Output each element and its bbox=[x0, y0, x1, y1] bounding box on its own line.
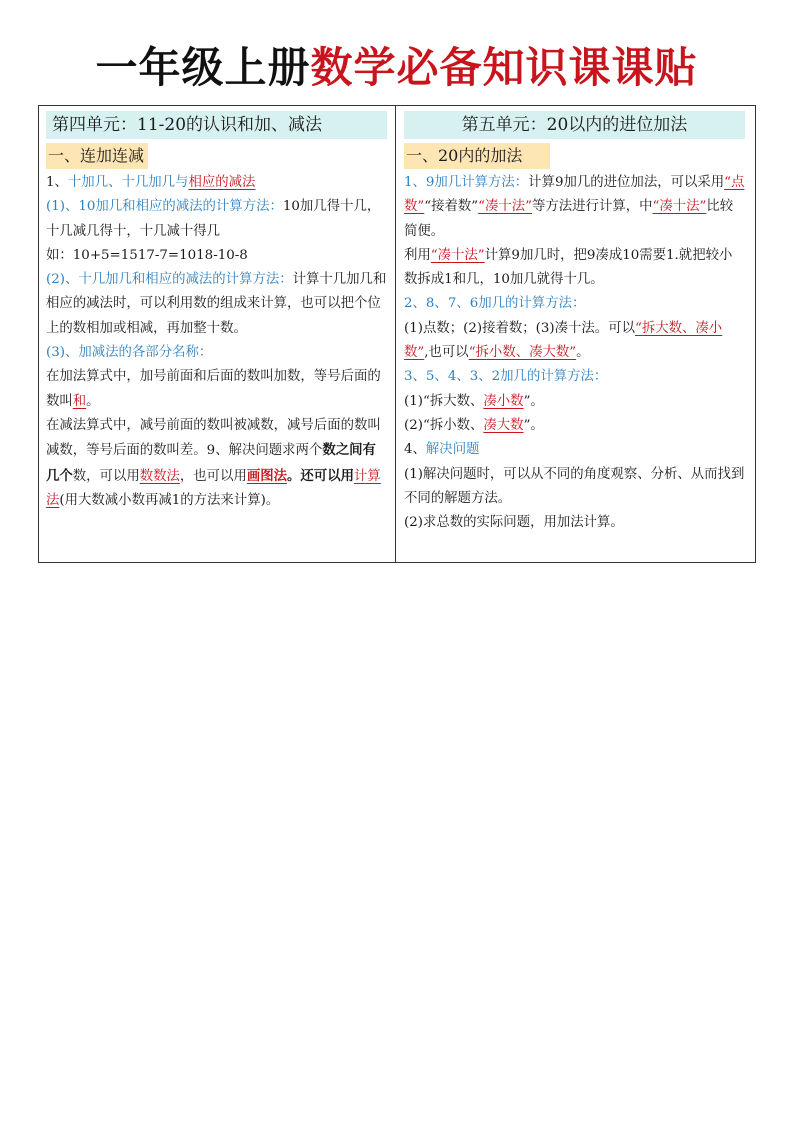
unit5-method-b bbox=[404, 414, 745, 438]
unit5-make-ten bbox=[404, 244, 745, 293]
unit5-point-3 bbox=[404, 365, 745, 389]
bold-term: 。还可以用 bbox=[287, 467, 354, 484]
point-text: (2)求总数的实际问题，用加法计算。 bbox=[404, 515, 624, 531]
title-part-red: 数学必备知识课课贴 bbox=[310, 43, 698, 92]
unit5-title: 第五单元：20以内的进位加法 bbox=[404, 111, 745, 139]
key-term: 和 bbox=[72, 393, 87, 409]
knowledge-table bbox=[38, 105, 756, 563]
point-text: ,也可以 bbox=[424, 345, 469, 361]
title-part-black: 一年级上册 bbox=[95, 43, 311, 92]
point-text: 在减法算式中，减号前面的数叫被减数，减号后面的数叫减数，等号后面的数叫差。9、解决问题求两个 bbox=[46, 417, 381, 459]
key-term: 画图法 bbox=[246, 467, 288, 484]
point-number: 4、 bbox=[404, 442, 426, 458]
key-term: “拆大数、凑小数” bbox=[404, 320, 723, 361]
unit5-point-1 bbox=[404, 171, 745, 244]
key-term: “拆小数、凑大数” bbox=[468, 345, 577, 361]
unit5-methods bbox=[404, 317, 745, 366]
key-term: 相应的减法 bbox=[188, 175, 256, 190]
point-text: (1)“拆大数、 bbox=[404, 393, 484, 409]
key-term: 凑大数 bbox=[483, 417, 524, 433]
point-text: 计算9加几时，把9凑成10需要1.就把较小数拆成1和几，10加几就得十几。 bbox=[404, 247, 733, 288]
unit4-point-1-1 bbox=[46, 195, 387, 244]
unit4-point-1-2 bbox=[46, 268, 387, 341]
unit4-point-1-3 bbox=[46, 341, 387, 365]
point-text: ”。 bbox=[523, 393, 544, 409]
unit5-point-2 bbox=[404, 292, 745, 316]
point-text: 在加法算式中，加号前面和后面的数叫加数，等号后面的数叫 bbox=[46, 369, 381, 409]
point-text: (2)“拆小数、 bbox=[404, 417, 484, 433]
point-text: 。 bbox=[86, 393, 100, 409]
unit5-section-title: 一、20内的加法 bbox=[404, 143, 550, 169]
unit5-solve-2 bbox=[404, 511, 745, 535]
key-term: 计算法 bbox=[46, 468, 381, 508]
unit4-column bbox=[39, 106, 396, 562]
point-text: “接着数” bbox=[424, 199, 479, 215]
point-heading: (1)、10加几和相应的减法的计算方法： bbox=[46, 199, 283, 215]
unit4-section-title: 一、连加连减 bbox=[46, 143, 148, 169]
unit5-column bbox=[396, 106, 755, 562]
bold-term: 数之间有几个 bbox=[46, 442, 376, 484]
unit5-point-4 bbox=[404, 438, 745, 462]
point-text: (1)解决问题时，可以从不同的角度观察、分析、从而找到不同的解题方法。 bbox=[404, 466, 745, 506]
point-text: 计算9加几的进位加法，可以采用 bbox=[528, 175, 725, 190]
point-number: 1、 bbox=[46, 175, 68, 190]
unit4-example bbox=[46, 244, 387, 268]
point-text: 等方法进行计算，中 bbox=[532, 199, 653, 215]
point-heading: 3、5、4、3、2加几的计算方法： bbox=[404, 369, 608, 385]
point-text: 比较简便。 bbox=[404, 199, 734, 239]
key-term: “凑十法” bbox=[478, 199, 532, 215]
example-text: 如：10+5=1517-7=1018-10-8 bbox=[46, 247, 248, 263]
point-text: 计算十几加几和相应的减法时，可以利用数的组成来计算，也可以把个位上的数相加或相减，再加整十数。 bbox=[46, 272, 387, 336]
unit5-solve-1 bbox=[404, 463, 745, 512]
point-text: (用大数减小数再减1的方法来计算)。 bbox=[59, 492, 280, 508]
point-heading: (3)、加减法的各部分名称： bbox=[46, 345, 213, 361]
point-text: ”。 bbox=[523, 417, 544, 433]
unit4-title: 第四单元：11-20的认识和加、减法 bbox=[46, 111, 387, 139]
point-text: ，也可以用 bbox=[179, 468, 247, 484]
point-text: 利用 bbox=[404, 247, 431, 263]
point-heading: 十加几、十几加几与 bbox=[67, 175, 189, 190]
unit4-point-1 bbox=[46, 171, 387, 195]
page-title bbox=[0, 38, 793, 98]
point-text: (1)点数；(2)接着数；(3)凑十法。可以 bbox=[404, 320, 635, 336]
point-heading: 2、8、7、6加几的计算方法： bbox=[404, 296, 586, 312]
unit4-addition-names bbox=[46, 365, 387, 414]
key-term: “点数” bbox=[404, 175, 745, 215]
key-term: “凑十法” bbox=[430, 247, 485, 263]
point-heading: (2)、十几加几和相应的减法的计算方法： bbox=[46, 272, 293, 288]
key-term: 凑小数 bbox=[483, 393, 524, 409]
key-term: “凑十法” bbox=[652, 199, 707, 215]
point-text: 数，可以用 bbox=[72, 468, 140, 484]
unit5-method-a bbox=[404, 390, 745, 414]
key-term: 数数法 bbox=[139, 468, 180, 484]
unit4-subtraction-names bbox=[46, 414, 387, 513]
point-heading: 解决问题 bbox=[425, 442, 480, 458]
point-heading: 1、9加几计算方法： bbox=[404, 175, 529, 190]
point-text: 10加几得十几，十几减几得十，十几减十得几 bbox=[46, 199, 381, 239]
point-text: 。 bbox=[576, 345, 590, 361]
